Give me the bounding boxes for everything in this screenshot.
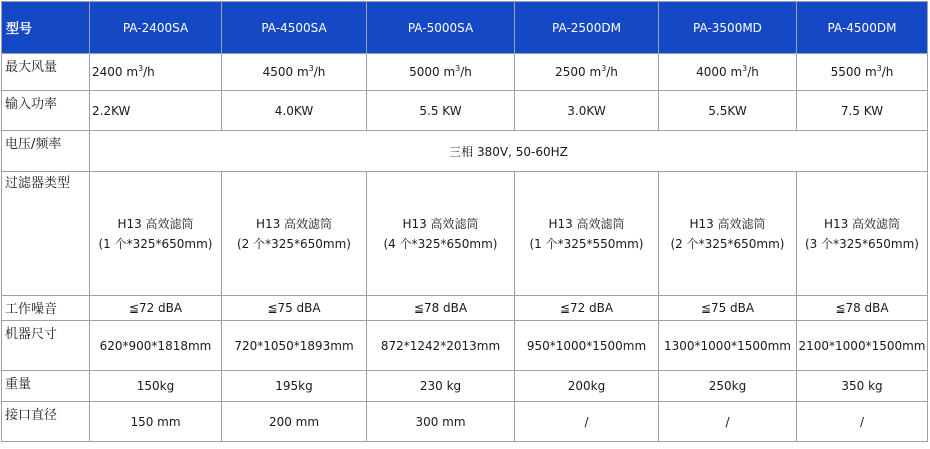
voltage-row: [2, 131, 928, 172]
port-cell: /: [659, 402, 797, 442]
noise-cell: ≦72 dBA: [515, 296, 659, 321]
noise-cell: ≦78 dBA: [797, 296, 928, 321]
row-label: 最大风量: [2, 54, 90, 91]
air-volume-cell: 2500 $m^3/h$: [515, 54, 659, 91]
power-cell: 7.5 KW: [797, 91, 928, 131]
noise-cell: ≦78 dBA: [367, 296, 515, 321]
air-volume-cell: 5000 $m^3/h$: [367, 54, 515, 91]
power-cell: 4.0KW: [222, 91, 367, 131]
weight-cell: 250kg: [659, 371, 797, 402]
row-label: 机器尺寸: [2, 321, 90, 371]
power-row: [2, 91, 928, 131]
port-cell: /: [797, 402, 928, 442]
row-label: 工作噪音: [2, 296, 90, 321]
model-header: PA-3500MD: [659, 2, 797, 54]
weight-cell: 350 kg: [797, 371, 928, 402]
power-cell: 5.5 KW: [367, 91, 515, 131]
model-header: PA-2500DM: [515, 2, 659, 54]
size-cell: 1300*1000*1500mm: [659, 321, 797, 371]
air-volume-cell: 5500 $m^3/h$: [797, 54, 928, 91]
filter-cell: H13 高效滤筒 (2 个*325*650mm): [222, 172, 367, 296]
air-volume-cell: 4500 $m^3/h$: [222, 54, 367, 91]
row-label: 过滤器类型: [2, 172, 90, 296]
noise-row: [2, 296, 928, 321]
size-row: [2, 321, 928, 371]
model-header: PA-2400SA: [90, 2, 222, 54]
model-header: PA-5000SA: [367, 2, 515, 54]
row-label: 接口直径: [2, 402, 90, 442]
port-cell: 150 mm: [90, 402, 222, 442]
air-volume-row: [2, 54, 928, 91]
filter-cell: H13 高效滤筒 (3 个*325*650mm): [797, 172, 928, 296]
weight-cell: 230 kg: [367, 371, 515, 402]
noise-cell: ≦72 dBA: [90, 296, 222, 321]
model-header: PA-4500DM: [797, 2, 928, 54]
port-cell: 200 mm: [222, 402, 367, 442]
air-volume-cell: 2400 $m^3/h$: [90, 54, 222, 91]
noise-cell: ≦75 dBA: [659, 296, 797, 321]
filter-cell: H13 高效滤筒 (2 个*325*650mm): [659, 172, 797, 296]
size-cell: 872*1242*2013mm: [367, 321, 515, 371]
power-cell: 5.5KW: [659, 91, 797, 131]
row-label: 输入功率: [2, 91, 90, 131]
power-cell: 3.0KW: [515, 91, 659, 131]
spec-table: [1, 1, 928, 442]
filter-cell: H13 高效滤筒 (1 个*325*550mm): [515, 172, 659, 296]
voltage-cell: 三相 380V, 50-60HZ: [90, 131, 928, 172]
noise-cell: ≦75 dBA: [222, 296, 367, 321]
size-cell: 620*900*1818mm: [90, 321, 222, 371]
filter-row: [2, 172, 928, 296]
air-volume-cell: 4000 $m^3/h$: [659, 54, 797, 91]
power-cell: 2.2KW: [90, 91, 222, 131]
weight-row: [2, 371, 928, 402]
filter-cell: H13 高效滤筒 (1 个*325*650mm): [90, 172, 222, 296]
port-cell: /: [515, 402, 659, 442]
port-cell: 300 mm: [367, 402, 515, 442]
header-row: [2, 2, 928, 54]
size-cell: 720*1050*1893mm: [222, 321, 367, 371]
weight-cell: 195kg: [222, 371, 367, 402]
size-cell: 2100*1000*1500mm: [797, 321, 928, 371]
row-label: 电压/频率: [2, 131, 90, 172]
header-label: 型号: [2, 2, 90, 54]
model-header: PA-4500SA: [222, 2, 367, 54]
weight-cell: 150kg: [90, 371, 222, 402]
filter-cell: H13 高效滤筒 (4 个*325*650mm): [367, 172, 515, 296]
port-row: [2, 402, 928, 442]
size-cell: 950*1000*1500mm: [515, 321, 659, 371]
weight-cell: 200kg: [515, 371, 659, 402]
row-label: 重量: [2, 371, 90, 402]
